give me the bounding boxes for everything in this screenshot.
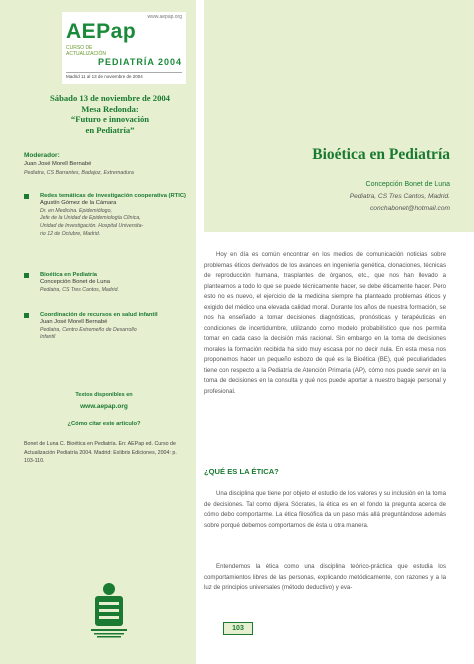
moderator-affiliation: Pediatra, CS Barrantes, Badajoz, Extremadura <box>24 170 134 176</box>
article-affiliation: Pediatra, CS Tres Cantos, Madrid. <box>349 193 450 200</box>
item-affiliation: Pediatra, CS Tres Cantos, Madrid. <box>40 286 119 293</box>
article-email[interactable]: conchabonet@hotmail.com <box>369 205 450 212</box>
section-heading: ¿QUÉ ES LA ÉTICA? <box>204 467 279 476</box>
item-author: Concepción Bonet de Luna <box>40 279 110 285</box>
logo-date: Madrid 11 al 13 de noviembre de 2004 <box>66 72 182 79</box>
paragraph: Una disciplina que tiene por objeto el estudio de los valores y su inclusión en la toma de decisiones. Tal como dijera Sócrates, la ética es en el fondo la pregunta acerca de cómo debo comportarme. La ética filosófica da un paso más allá preguntándose además sobre porqué debemos comportarnos de ésta u otra manera. <box>204 490 446 529</box>
logo-name: AEPap <box>66 20 137 43</box>
aepap-logo <box>62 12 186 84</box>
intro-section <box>204 250 446 397</box>
cite-text: Bonet de Luna C. Bioética en Pediatría. En: AEPap ed. Curso de Actualización Pediatría 2004. Madrid: Exlibris Ediciones, 2004: p. 103-110. <box>24 441 177 465</box>
page-number: 103 <box>223 622 253 635</box>
bullet-icon <box>24 194 29 199</box>
body-section <box>204 489 446 531</box>
moderator-title: Moderador: <box>24 152 60 159</box>
cfc-logo-icon <box>89 580 129 640</box>
item-title: Bioética en Pediatría <box>40 272 98 278</box>
intro-paragraph: Hoy en día es común encontrar en los medios de comunicación noticias sobre problemas éticos derivados de los avances en ingeniería genética, clonaciones, técnicas de reproducción humana, trasplantes de órganos, etc., que nos han llevado a plantearnos a todo lo que se puede técnicamente hacer, se debe éticamente hacer. Pero esto no es nuevo, el ejercicio de la medicina siempre ha planteado problemas éticos y exigido del médico una elevada calidad moral. Durante los años de nuestra formación, se nos ha enseñado a tomar decisiones diagnósticas, pronósticas y terapéuticas en condiciones de incertidumbre, utilizando como modelo probabilístico que nos permita tomar en cada caso la decisión más racional. Sin embargo en la toma de decisiones morales la formación recibida ha sido muy escasa por no decir nula. En esta mesa nos proponemos hacer un pequeño esbozo de qué es la Bioética (BE), qué peculiaridades tiene con respecto a la Pediatría de Atención Primaria (AP), cómo nos puede servir en la toma de decisiones en la consulta y qué nos puede aportar a nuestro bagaje personal y profesional. <box>204 251 446 395</box>
session-heading: Sábado 13 de noviembre de 2004 Mesa Redonda: “Futuro e innovación en Pediatría” <box>50 93 170 135</box>
cite-title: ¿Cómo citar este artículo? <box>67 421 141 427</box>
bullet-icon <box>24 273 29 278</box>
paragraph: Entendemos la ética como una disciplina teórico-práctica que estudia los comportamientos libres de las personas, explicando metódicamente, con razones y a la luz de principios universales (método deductivo) y eva- <box>204 563 446 591</box>
item-affiliation: Pediatra, Centro Extremeño de Desarrollo Infantil <box>40 326 137 341</box>
textos-disponibles: Textos disponibles en <box>75 392 133 398</box>
logo-curso: CURSO DE ACTUALIZACIÓN <box>66 45 107 57</box>
logo-url[interactable]: www.aepap.org <box>147 14 182 20</box>
item-affiliation: Dr. en Medicina. Epidemiólogo, Jefe de la Unidad de Epidemiología Clínica, Unidad de Investigación. Hospital Universita- rio 12 de Octubre, Madrid. <box>40 207 144 237</box>
logo-pediatria: PEDIATRÍA 2004 <box>98 57 183 67</box>
item-author: Agustín Gómez de la Cámara <box>40 200 117 206</box>
article-author: Concepción Bonet de Luna <box>365 181 450 188</box>
article-title: Bioética en Pediatría <box>312 146 450 163</box>
item-title: Redes temáticas de investigación cooperativa (RTIC) <box>40 193 186 199</box>
item-title: Coordinación de recursos en salud infantil <box>40 312 158 318</box>
body-section <box>204 562 446 594</box>
item-author: Juan José Morell Bernabé <box>40 319 108 325</box>
moderator-name: Juan José Morell Bernabé <box>24 161 92 167</box>
website-link[interactable]: www.aepap.org <box>80 403 128 410</box>
bullet-icon <box>24 313 29 318</box>
